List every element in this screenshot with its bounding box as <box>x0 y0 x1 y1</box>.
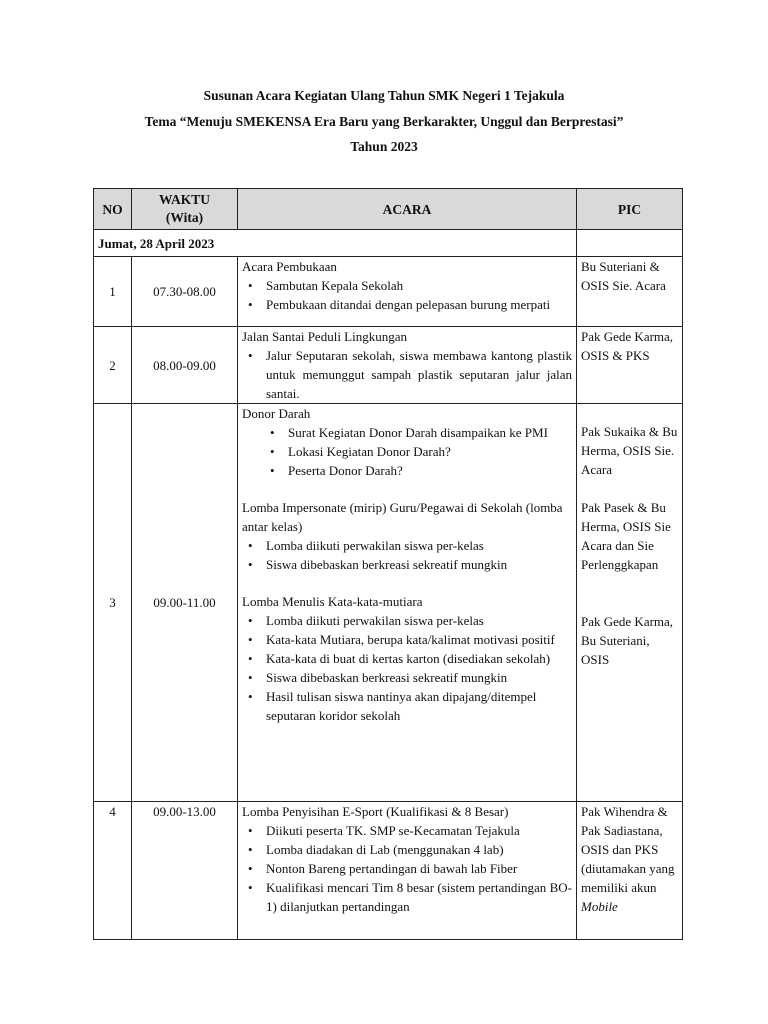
list-item: • Lomba diikuti perwakilan siswa per-kelas <box>266 611 572 630</box>
acara-list <box>242 423 572 480</box>
acara-list <box>242 611 572 725</box>
row-acara <box>238 404 577 802</box>
header-no: NO <box>94 189 132 230</box>
list-item: • Peserta Donor Darah? <box>288 461 572 480</box>
header-waktu-label: WAKTU <box>158 192 210 207</box>
row-acara <box>238 257 577 327</box>
list-item: • Kata-kata di buat di kertas karton (disediakan sekolah) <box>266 649 572 668</box>
table-row <box>94 404 683 802</box>
header-waktu-sub: (Wita) <box>165 210 204 225</box>
document-title: Susunan Acara Kegiatan Ulang Tahun SMK Negeri 1 Tejakula <box>203 88 565 103</box>
table-row <box>94 257 683 327</box>
row-time: 09.00-11.00 <box>132 404 238 802</box>
list-item: • Nonton Bareng pertandingan di bawah lab Fiber <box>266 859 572 878</box>
list-item: • Diikuti peserta TK. SMP se-Kecamatan Tejakula <box>266 821 572 840</box>
row-pic: Bu Suteriani & OSIS Sie. Acara <box>577 257 683 327</box>
header-pic: PIC <box>577 189 683 230</box>
schedule-table <box>93 188 683 940</box>
row-number: 4 <box>94 802 132 940</box>
row-acara <box>238 327 577 404</box>
pic-entry: Pak Pasek & Bu Herma, OSIS Sie Acara dan Sie Perlenggkapan <box>581 500 671 572</box>
list-item: • Kata-kata Mutiara, berupa kata/kalimat motivasi positif <box>266 630 572 649</box>
acara-title: Lomba Penyisihan E-Sport (Kualifikasi & 8 Besar) <box>242 804 509 819</box>
row-acara <box>238 802 577 940</box>
row-pic <box>577 404 683 802</box>
list-item: • Sambutan Kepala Sekolah <box>266 276 572 295</box>
row-number: 3 <box>94 404 132 802</box>
acara-list <box>242 276 572 314</box>
row-number: 2 <box>94 327 132 404</box>
acara-list <box>242 346 572 403</box>
list-item: • Lokasi Kegiatan Donor Darah? <box>288 442 572 461</box>
row-time: 08.00-09.00 <box>132 327 238 404</box>
acara-title: Lomba Menulis Kata-kata-mutiara <box>242 594 423 609</box>
date-row <box>94 230 683 257</box>
list-item: • Kualifikasi mencari Tim 8 besar (sistem pertandingan BO-1) dilanjutkan pertandingan <box>266 878 572 916</box>
list-item: • Siswa dibebaskan berkreasi sekreatif mungkin <box>266 668 572 687</box>
list-item: • Surat Kegiatan Donor Darah disampaikan ke PMI <box>288 423 572 442</box>
table-row <box>94 327 683 404</box>
acara-list <box>242 821 572 916</box>
acara-title: Jalan Santai Peduli Lingkungan <box>242 329 408 344</box>
list-item: • Jalur Seputaran sekolah, siswa membawa kantong plastik untuk memunggut sampah plastik seputaran jalur jalan santai. <box>266 346 572 403</box>
date-cell: Jumat, 28 April 2023 <box>94 230 577 257</box>
acara-title: Donor Darah <box>242 406 311 421</box>
table-row <box>94 802 683 940</box>
pic-entry: Pak Gede Karma, Bu Suteriani, OSIS <box>581 614 674 667</box>
row-time: 09.00-13.00 <box>132 802 238 940</box>
document-year: Tahun 2023 <box>350 139 418 154</box>
document-theme: Tema “Menuju SMEKENSA Era Baru yang Berkarakter, Unggul dan Berprestasi” <box>144 114 624 129</box>
list-item: • Pembukaan ditandai dengan pelepasan burung merpati <box>266 295 572 314</box>
table-header-row <box>94 189 683 230</box>
pic-text: Pak Wihendra & Pak Sadiastana, OSIS dan PKS (diutamakan yang memiliki akun <box>581 804 675 895</box>
list-item: • Siswa dibebaskan berkreasi sekreatif mungkin <box>266 555 572 574</box>
header-waktu <box>132 189 238 230</box>
row-pic <box>577 802 683 940</box>
pic-text-italic: Mobile <box>581 899 618 914</box>
acara-title: Acara Pembukaan <box>242 259 337 274</box>
acara-list <box>242 536 572 574</box>
acara-title: Lomba Impersonate (mirip) Guru/Pegawai di Sekolah (lomba antar kelas) <box>242 500 563 534</box>
date-pic-cell <box>577 230 683 257</box>
pic-entry: Pak Sukaika & Bu Herma, OSIS Sie. Acara <box>581 424 678 477</box>
list-item: • Hasil tulisan siswa nantinya akan dipajang/ditempel seputaran koridor sekolah <box>266 687 572 725</box>
row-time: 07.30-08.00 <box>132 257 238 327</box>
list-item: • Lomba diadakan di Lab (menggunakan 4 lab) <box>266 840 572 859</box>
row-pic: Pak Gede Karma, OSIS & PKS <box>577 327 683 404</box>
header-acara: ACARA <box>238 189 577 230</box>
row-number: 1 <box>94 257 132 327</box>
list-item: • Lomba diikuti perwakilan siswa per-kelas <box>266 536 572 555</box>
